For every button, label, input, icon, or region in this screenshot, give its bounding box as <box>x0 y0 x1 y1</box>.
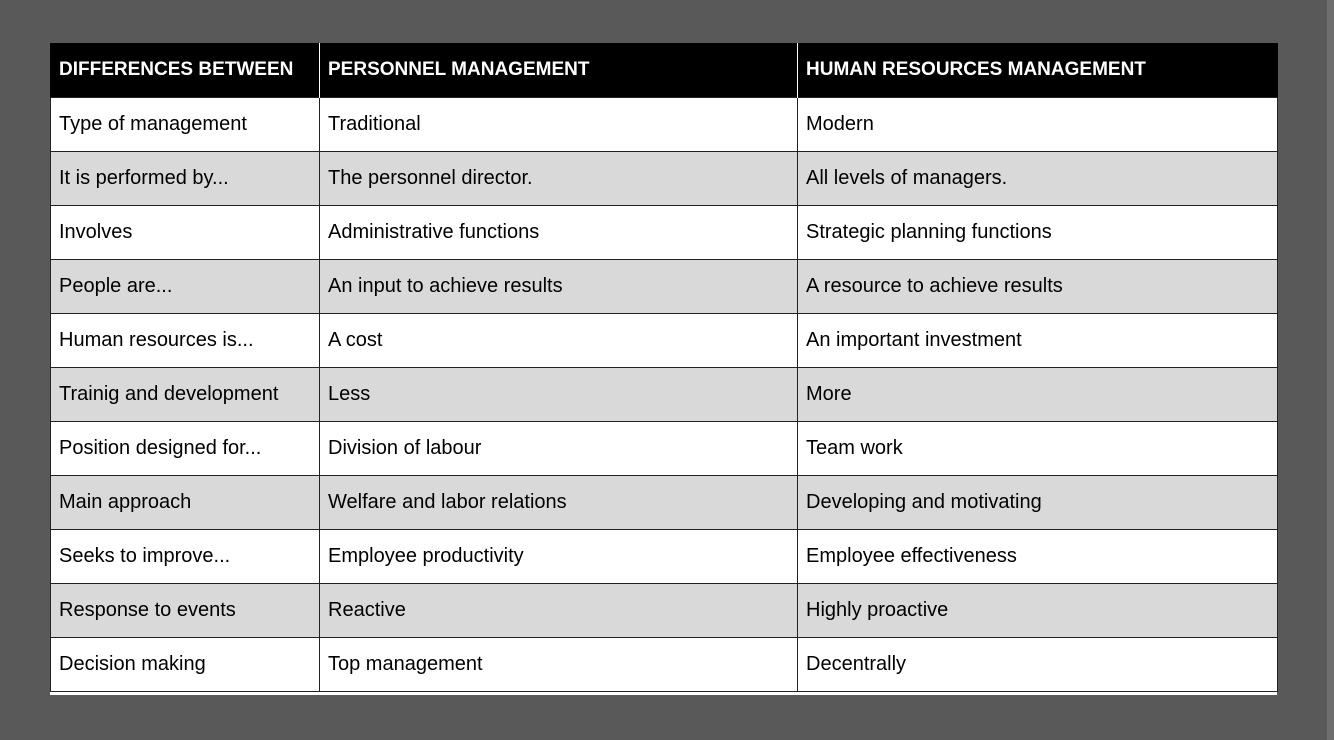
document-page <box>50 43 1277 695</box>
table-row <box>51 583 1278 637</box>
table-header-row <box>51 43 1278 97</box>
personnel-cell: An input to achieve results <box>320 259 798 313</box>
hrm-cell: More <box>798 367 1278 421</box>
personnel-cell: Less <box>320 367 798 421</box>
hrm-cell: An important investment <box>798 313 1278 367</box>
table-row <box>51 259 1278 313</box>
row-label-cell: Decision making <box>51 637 320 691</box>
hrm-cell: Developing and motivating <box>798 475 1278 529</box>
row-label-cell: Main approach <box>51 475 320 529</box>
header-human-resources-management: HUMAN RESOURCES MANAGEMENT <box>798 43 1278 97</box>
hrm-cell: Modern <box>798 97 1278 151</box>
comparison-table <box>50 43 1278 692</box>
hrm-cell: Highly proactive <box>798 583 1278 637</box>
hrm-cell: A resource to achieve results <box>798 259 1278 313</box>
row-label-cell: Involves <box>51 205 320 259</box>
personnel-cell: Traditional <box>320 97 798 151</box>
personnel-cell: Employee productivity <box>320 529 798 583</box>
personnel-cell: The personnel director. <box>320 151 798 205</box>
row-label-cell: Type of management <box>51 97 320 151</box>
row-label-cell: People are... <box>51 259 320 313</box>
hrm-cell: All levels of managers. <box>798 151 1278 205</box>
hrm-cell: Team work <box>798 421 1278 475</box>
table-row <box>51 367 1278 421</box>
personnel-cell: Welfare and labor relations <box>320 475 798 529</box>
row-label-cell: Trainig and development <box>51 367 320 421</box>
scrollbar-track[interactable] <box>1327 0 1334 740</box>
row-label-cell: It is performed by... <box>51 151 320 205</box>
table-row <box>51 151 1278 205</box>
table-row <box>51 205 1278 259</box>
header-personnel-management: PERSONNEL MANAGEMENT <box>320 43 798 97</box>
table-row <box>51 529 1278 583</box>
personnel-cell: Administrative functions <box>320 205 798 259</box>
row-label-cell: Human resources is... <box>51 313 320 367</box>
table-row <box>51 313 1278 367</box>
personnel-cell: Reactive <box>320 583 798 637</box>
row-label-cell: Response to events <box>51 583 320 637</box>
header-differences-between: DIFFERENCES BETWEEN <box>51 43 320 97</box>
personnel-cell: A cost <box>320 313 798 367</box>
row-label-cell: Position designed for... <box>51 421 320 475</box>
personnel-cell: Top management <box>320 637 798 691</box>
hrm-cell: Employee effectiveness <box>798 529 1278 583</box>
table-row <box>51 475 1278 529</box>
row-label-cell: Seeks to improve... <box>51 529 320 583</box>
hrm-cell: Strategic planning functions <box>798 205 1278 259</box>
table-row <box>51 97 1278 151</box>
table-row <box>51 637 1278 691</box>
table-row <box>51 421 1278 475</box>
hrm-cell: Decentrally <box>798 637 1278 691</box>
personnel-cell: Division of labour <box>320 421 798 475</box>
